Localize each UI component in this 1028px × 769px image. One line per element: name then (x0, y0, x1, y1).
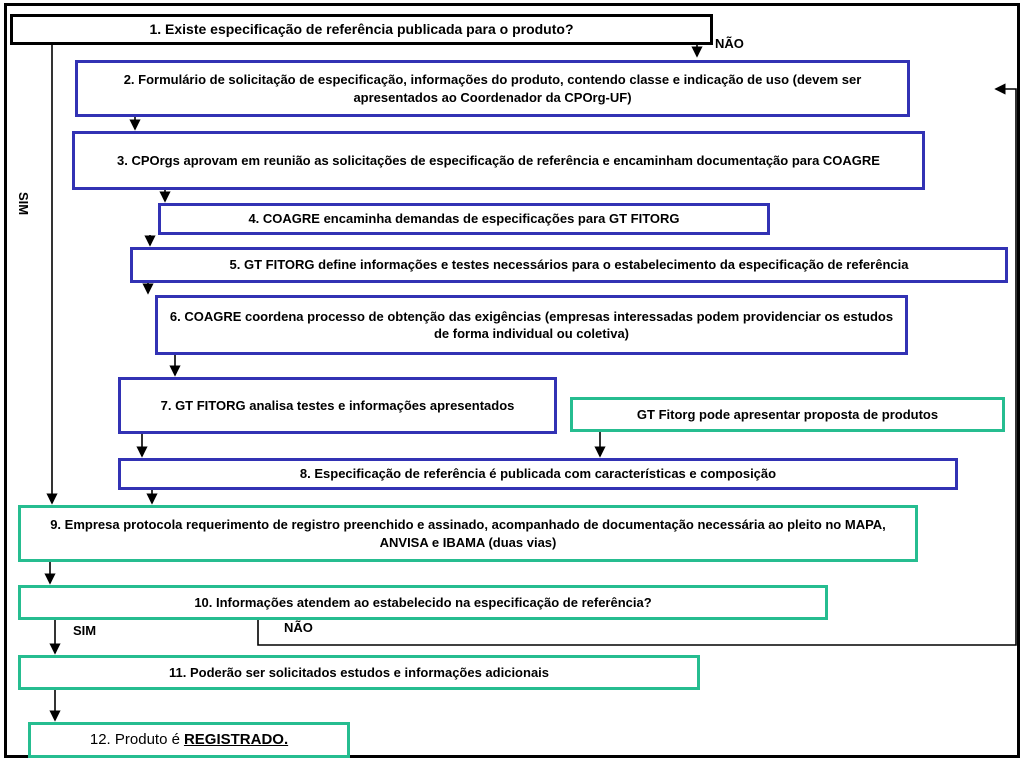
flow-box-5: 5. GT FITORG define informações e testes necessários para o estabelecimento da especificação de referência (130, 247, 1008, 283)
flow-box-12-prefix: 12. Produto é (89, 731, 180, 749)
flow-box-8: 8. Especificação de referência é publicada com características e composição (118, 458, 958, 490)
flow-box-4: 4. COAGRE encaminha demandas de especificações para GT FITORG (158, 203, 770, 235)
label-nao-top: NÃO (715, 36, 744, 51)
label-sim-left: SIM (16, 192, 31, 216)
flow-box-10: 10. Informações atendem ao estabelecido na especificação de referência? (18, 585, 828, 620)
flow-box-12-emphasis: REGISTRADO. (183, 731, 289, 749)
flow-box-1: 1. Existe especificação de referência publicada para o produto? (10, 14, 713, 45)
label-nao-bottom: NÃO (284, 620, 313, 635)
flow-box-11: 11. Poderão ser solicitados estudos e informações adicionais (18, 655, 700, 690)
side-note-box: GT Fitorg pode apresentar proposta de produtos (570, 397, 1005, 432)
flow-box-9: 9. Empresa protocola requerimento de registro preenchido e assinado, acompanhado de documentação necessária ao pleito no MAPA, ANVISA e IBAMA (duas vias) (18, 505, 918, 562)
flow-box-7: 7. GT FITORG analisa testes e informações apresentados (118, 377, 557, 434)
flow-box-6: 6. COAGRE coordena processo de obtenção das exigências (empresas interessadas podem providenciar os estudos de forma individual ou coletiva) (155, 295, 908, 355)
label-sim-bottom: SIM (73, 623, 97, 638)
flow-box-12 (28, 722, 350, 758)
flow-box-3: 3. CPOrgs aprovam em reunião as solicitações de especificação de referência e encaminham documentação para COAGRE (72, 131, 925, 190)
flow-box-2: 2. Formulário de solicitação de especificação, informações do produto, contendo classe e indicação de uso (devem ser apresentados ao Coordenador da CPOrg-UF) (75, 60, 910, 117)
